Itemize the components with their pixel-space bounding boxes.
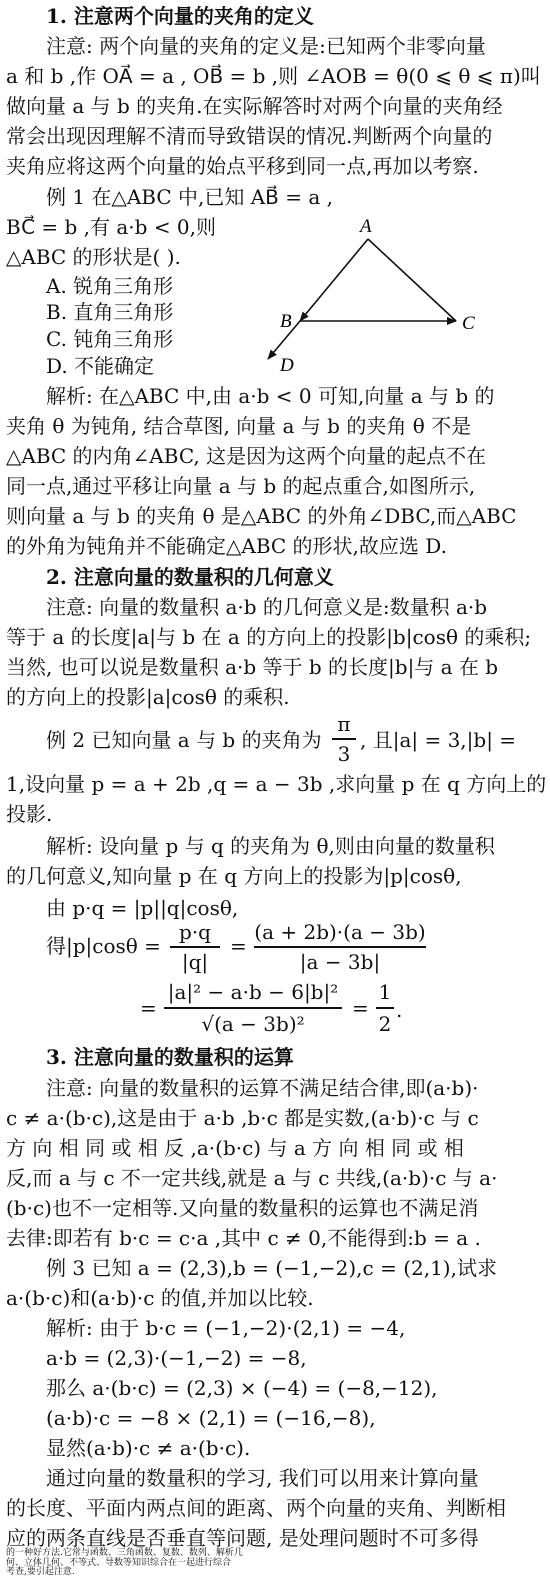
example1-stem: BC⃗ = b ,有 a·b < 0,则 [6,215,217,239]
example1-solution: 则向量 a 与 b 的夹角 θ 是△ABC 的外角∠DBC,而△ABC [6,504,517,528]
section3-line: 方 向 相 同 或 相 反 ,a·(b·c) 与 a 方 向 相 同 或 相 [6,1136,464,1160]
example1-stem: 例 1 在△ABC 中,已知 AB⃗ = a , [46,185,333,209]
eq1-fraction1-numerator: p·q [179,920,211,944]
example3-stem: a·(b·c)和(a·b)·c 的值,并加以比较. [6,1286,314,1310]
example3-solution: 显然(a·b)·c ≠ a·(b·c). [46,1436,251,1460]
equation-lead: 得|p|cosθ = [46,934,161,958]
example3-solution: 解析: 由于 b·c = (−1,−2)·(2,1) = −4, [46,1316,406,1340]
section1-heading: 1. 注意两个向量的夹角的定义 [46,4,314,28]
example1-solution: 同一点,通过平移让向量 a 与 b 的起点重合,如图所示, [6,474,476,498]
example2-stem: 1,设向量 p = a + 2b ,q = a − 3b ,求向量 p 在 q 方向上的 [6,772,547,796]
summary-line: 的一种好方法.它常与函数、三角函数、复数、数列、解析几 [6,1548,243,1558]
summary-line: 应的两条直线是否垂直等问题, 是处理问题时不可多得 [6,1526,479,1550]
example3-solution: (a·b)·c = −8 × (2,1) = (−16,−8), [46,1406,376,1430]
equals-sign: = [230,934,247,958]
option-d: D. 不能确定 [46,354,155,378]
example2-solution: 解析: 设向量 p 与 q 的夹角为 θ,则由向量的数量积 [46,834,495,858]
section2-line: 等于 a 的长度|a|与 b 在 a 的方向上的投影|b|cosθ 的乘积; [6,625,532,649]
equals-sign: = [140,996,157,1020]
eq1-fraction1-denominator: |q| [181,950,209,974]
period: . [396,998,403,1022]
section1-line: a 和 b ,作 OA⃗ = a , OB⃗ = b ,则 ∠AOB = θ(0 ⩽ θ ⩽ π)叫 [6,64,541,88]
result-denominator: 2 [378,1012,392,1036]
example1-stem: △ABC 的形状是( ). [6,245,181,269]
section3-line: (b·c)也不一定相等.又向量的数量积的运算也不满足消 [6,1196,479,1220]
section1-line: 夹角应将这两个向量的始点平移到同一点,再加以考察. [6,154,479,178]
triangle-figure [250,215,490,380]
example1-solution: 夹角 θ 为钝角, 结合草图, 向量 a 与 b 的夹角 θ 不是 [6,414,472,438]
section1-line: 常会出现因理解不清而导致错误的情况.判断两个向量的 [6,124,493,148]
fraction-bar [376,1007,394,1009]
eq2-numerator: |a|² − a·b − 6|b|² [167,980,339,1004]
angle-fraction-numerator: π [337,712,351,736]
vertex-c-label: C [462,313,475,334]
example2-solution: 的几何意义,知向量 p 在 q 方向上的投影为|p|cosθ, [6,864,462,888]
summary-line: 考查,要引起注意. [6,1567,75,1577]
fraction-bar [170,946,220,948]
section3-line: c ≠ a·(b·c),这是由于 a·b ,b·c 都是实数,(a·b)·c 与 c [6,1106,479,1130]
example1-solution: △ABC 的内角∠ABC, 这是因为这两个向量的起点不在 [6,444,487,468]
example2-stem: 投影. [6,802,53,826]
eq2-denominator: √(a − 3b)² [201,1012,305,1036]
vertex-a-label: A [360,216,372,237]
example2-stem: 例 2 已知向量 a 与 b 的夹角为 [46,728,322,752]
result-numerator: 1 [378,980,392,1004]
example1-solution: 解析: 在△ABC 中,由 a·b < 0 可知,向量 a 与 b 的 [46,384,495,408]
section3-line: 去律:即若有 b·c = c·a ,其中 c ≠ 0,不能得到:b = a . [6,1226,481,1250]
section2-line: 当然, 也可以说是数量积 a·b 等于 b 的长度|b|与 a 在 b [6,655,499,679]
side-ab [300,239,368,321]
section1-line: 注意: 两个向量的夹角的定义是:已知两个非零向量 [46,34,486,58]
section3-line: 反,而 a 与 c 不一定共线,就是 a 与 c 共线,(a·b)·c 与 a· [6,1166,498,1190]
example3-solution: 那么 a·(b·c) = (2,3) × (−4) = (−8,−12), [46,1376,438,1400]
section3-heading: 3. 注意向量的数量积的运算 [46,1045,294,1069]
example2-stem: , 且|a| = 3,|b| = [360,728,517,752]
section2-line: 的方向上的投影|a|cosθ 的乘积. [6,685,290,709]
section1-line: 做向量 a 与 b 的夹角.在实际解答时对两个向量的夹角经 [6,94,503,118]
example3-solution: a·b = (2,3)·(−1,−2) = −8, [46,1346,307,1370]
example3-stem: 例 3 已知 a = (2,3),b = (−1,−2),c = (2,1),试求 [46,1256,497,1280]
eq1-fraction2-numerator: (a + 2b)·(a − 3b) [254,920,426,944]
summary-tail [6,1549,243,1578]
section2-heading: 2. 注意向量的数量积的几何意义 [46,565,334,589]
example1-solution: 的外角为钝角并不能确定△ABC 的形状,故应选 D. [6,534,447,558]
example2-solution: 由 p·q = |p||q|cosθ, [46,896,239,920]
fraction-bar [254,946,426,948]
summary-line: 通过向量的数量积的学习, 我们可以用来计算向量 [46,1466,479,1490]
side-ac [368,239,456,321]
equals-sign: = [352,996,369,1020]
section3-line: 注意: 向量的数量积的运算不满足结合律,即(a·b)· [46,1076,479,1100]
summary-line: 何、立体几何、不等式、导数等知识综合在一起进行综合 [6,1557,232,1568]
summary-line: 的长度、平面内两点间的距离、两个向量的夹角、判断相 [6,1496,506,1520]
option-a: A. 锐角三角形 [46,274,174,298]
eq1-fraction2-denominator: |a − 3b| [299,950,381,974]
vertex-b-label: B [280,311,292,332]
fraction-bar [164,1007,342,1009]
option-c: C. 钝角三角形 [46,327,174,351]
angle-fraction-denominator: 3 [337,742,351,766]
fraction-bar [332,738,356,740]
section2-line: 注意: 向量的数量积 a·b 的几何意义是:数量积 a·b [46,595,488,619]
option-b: B. 直角三角形 [46,300,174,324]
point-d-label: D [280,355,294,376]
